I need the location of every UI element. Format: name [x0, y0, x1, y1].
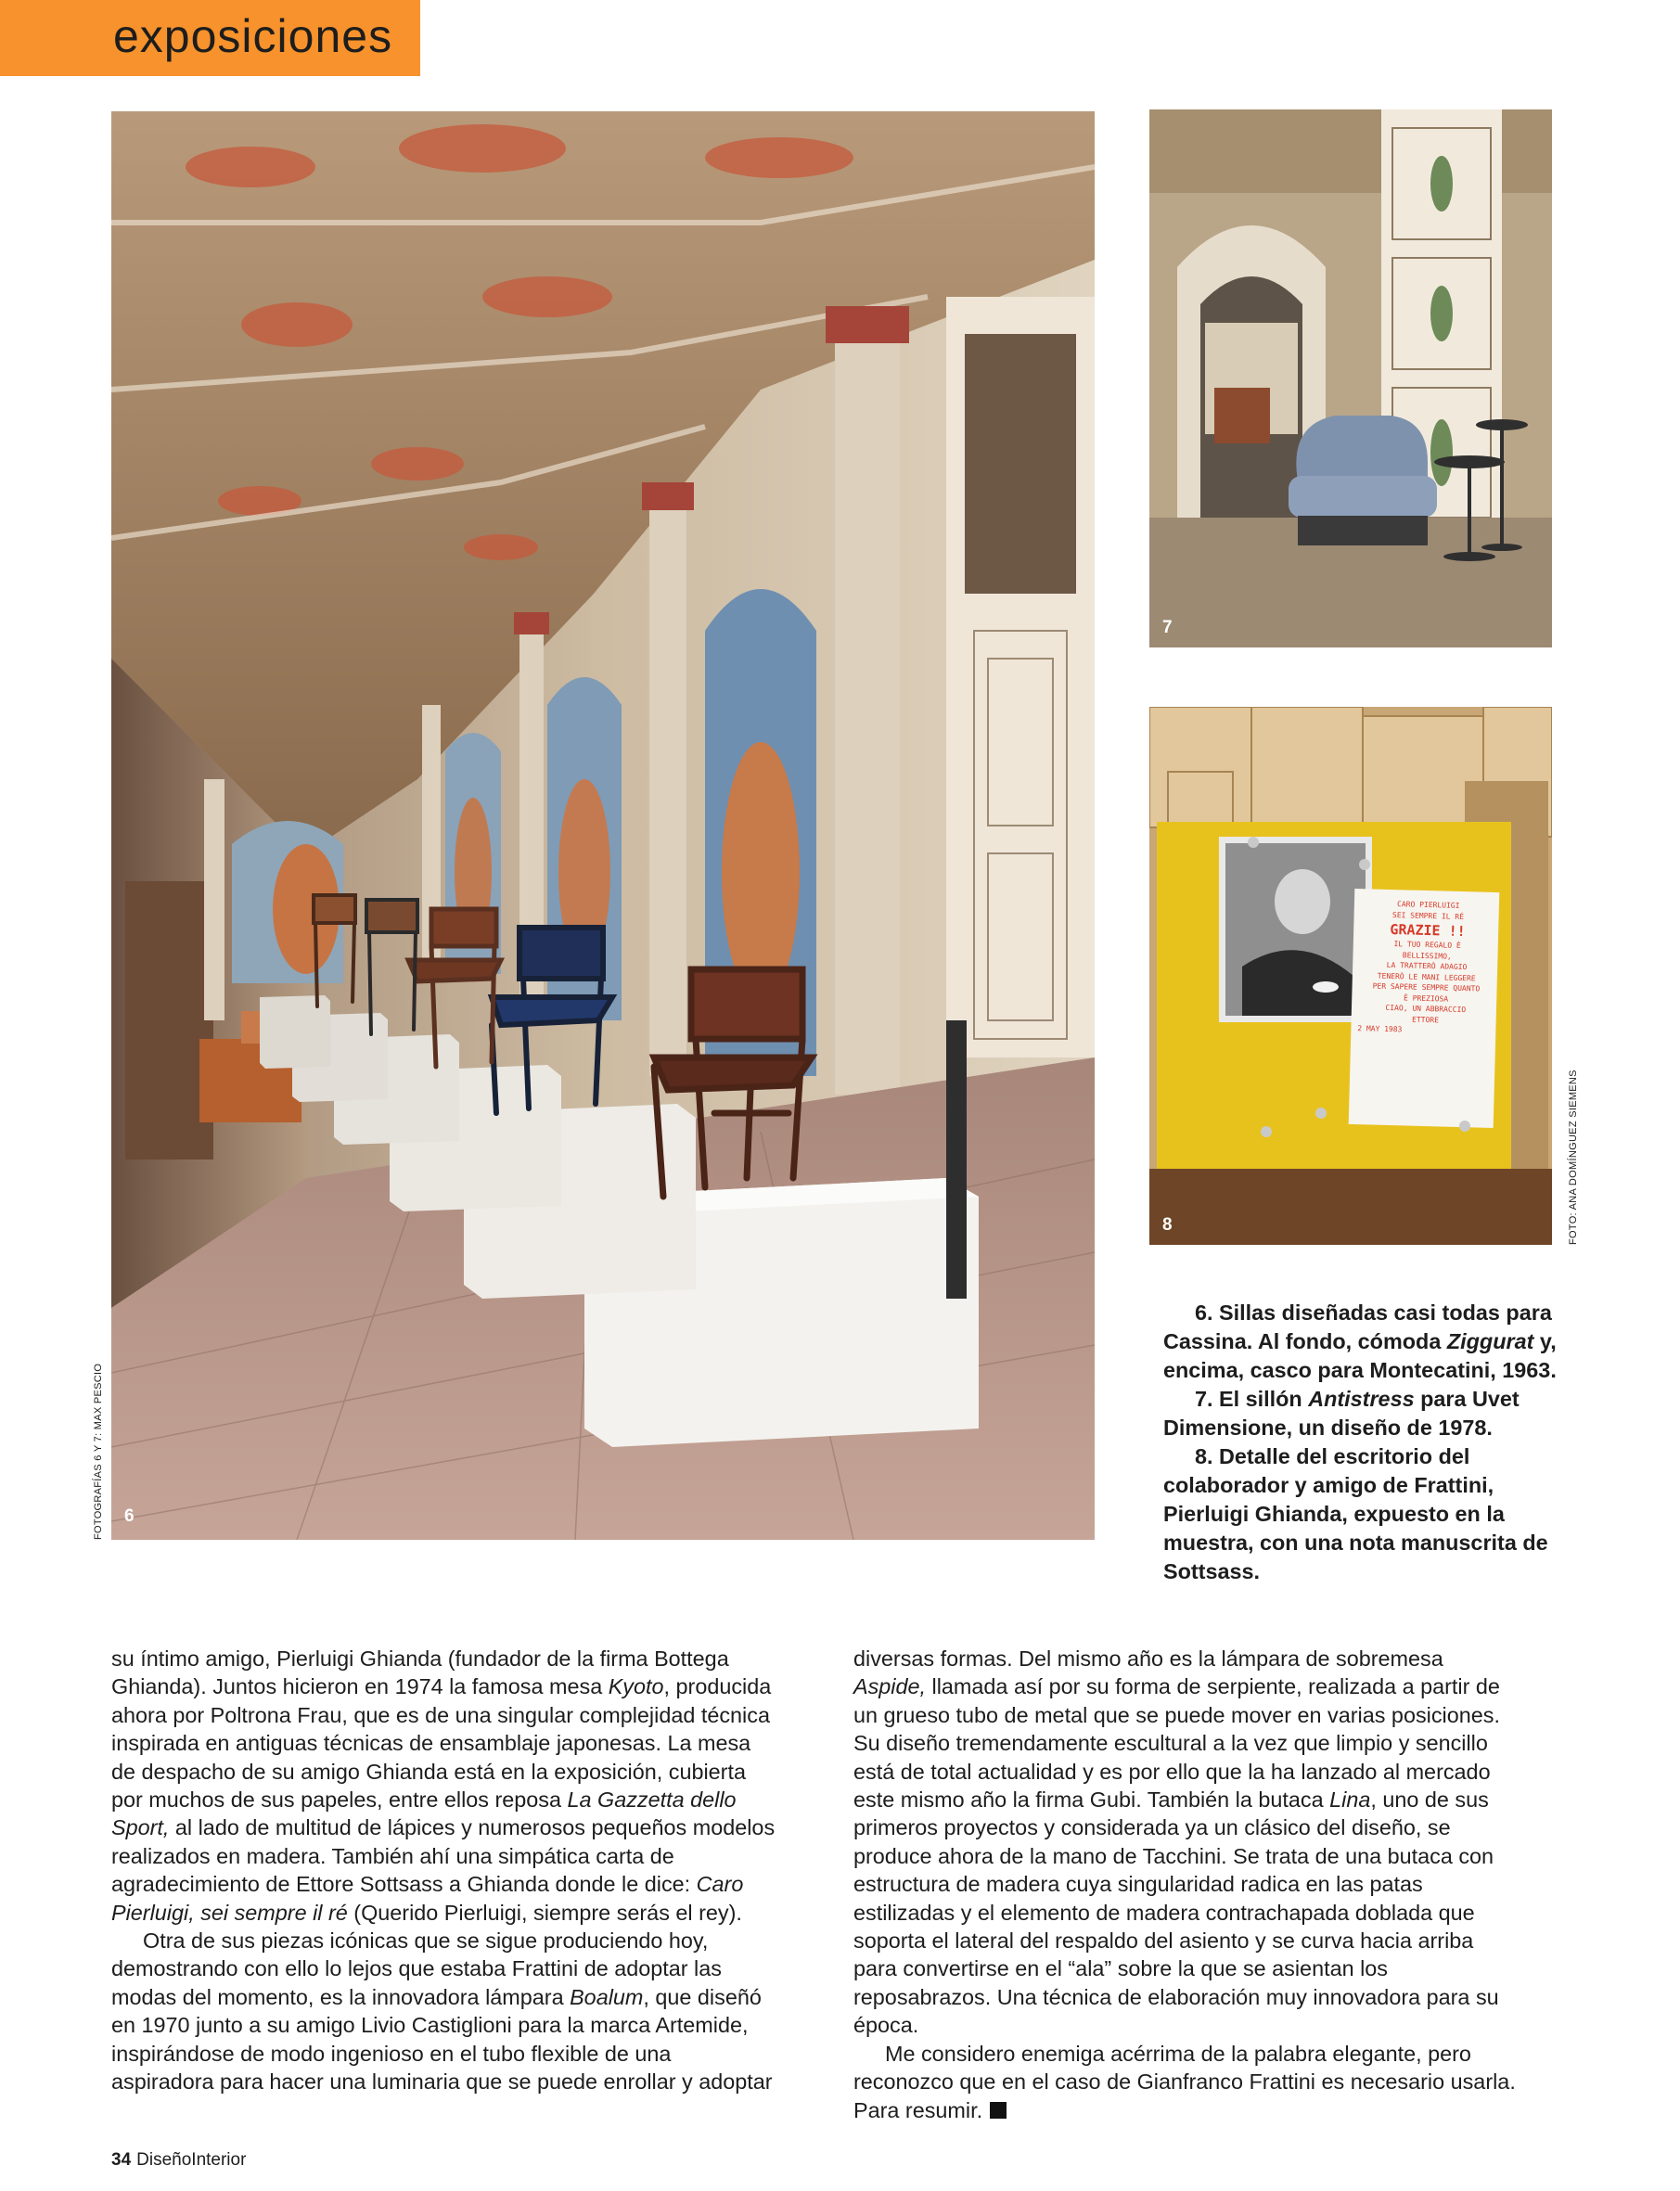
note-line: GRAZIE !! — [1390, 920, 1466, 941]
photo-number-7: 7 — [1162, 618, 1173, 637]
text-run: 8. Detalle del escritorio del colaborador y amigo de Frattini, Pierluigi Ghianda, expuesto en la muestra, con una nota manuscrita de Sottsass. — [1163, 1444, 1548, 1583]
photo-number-6: 6 — [124, 1506, 135, 1526]
photo-gallery-chairs — [111, 111, 1095, 1540]
gallery-chairs-image — [111, 111, 1095, 1540]
italic-text: La Gazzetta dello Sport, — [111, 1787, 737, 1840]
paragraph — [1163, 1442, 1571, 1586]
note-line: LA TRATTERÒ ADAGIO — [1386, 960, 1468, 972]
note-line: ETTORE — [1411, 1015, 1440, 1024]
text-run: para Uvet Dimensione, un diseño de 1978. — [1163, 1387, 1520, 1440]
note-line: BELLISSIMO, — [1402, 950, 1452, 961]
italic-text: Aspide, — [853, 1674, 927, 1699]
italic-text: Kyoto — [608, 1674, 664, 1699]
page-footer — [111, 2150, 246, 2171]
armchair-image — [1149, 109, 1552, 647]
photo-number-8: 8 — [1162, 1215, 1173, 1235]
paragraph — [853, 2040, 1520, 2124]
text-run: llamada así por su forma de serpiente, realizada a partir de un grueso tubo de metal que se puede mover en varias posiciones. Su diseño tremendamente escultural a la vez que limpio y sencillo está de total actualidad y es por ello que la ha lanzado al mercado este mismo año la firma Gubi. También la butaca — [853, 1674, 1500, 1813]
note-line: SEI SEMPRE IL RÉ — [1391, 910, 1465, 921]
note-line: TENERÒ LE MANI LEGGERE — [1377, 971, 1476, 982]
paragraph — [853, 1645, 1520, 2040]
text-run: Otra de sus piezas icónicas que se sigue produciendo hoy, demostrando con ello lo lejos que estaba Frattini de adoptar las modas del momento, es la innovadora lámpara — [111, 1928, 722, 2009]
note-line: CARO PIERLUIGI — [1396, 900, 1460, 910]
text-run: Me considero enemiga acérrima de la palabra elegante, pero reconozco que en el caso de Gianfranco Frattini es necesario usarla. Para resumir. — [853, 2041, 1516, 2122]
end-of-article-mark — [990, 2102, 1007, 2119]
photo-desk-note — [1149, 707, 1552, 1245]
body-column-left — [111, 1645, 777, 2096]
note-line: È PREZIOSA — [1403, 993, 1449, 1004]
photo-credit-6-7: FOTOGRAFÍAS 6 Y 7: MAX PESCIO — [93, 1363, 104, 1540]
paragraph — [111, 1927, 777, 2095]
text-run: (Querido Pierluigi, siempre serás el rey). — [347, 1900, 742, 1925]
text-run: 6. Sillas diseñadas casi todas para Cassina. Al fondo, cómoda — [1163, 1301, 1552, 1353]
paragraph — [111, 1645, 777, 1927]
italic-text: Boalum — [570, 1984, 644, 2009]
paragraph — [1163, 1299, 1571, 1385]
body-column-right — [853, 1645, 1520, 2124]
note-line: 2 MAY 1983 — [1357, 1024, 1403, 1034]
photo-armchair — [1149, 109, 1552, 647]
text-run: , que diseñó en 1970 junto a su amigo Livio Castiglioni para la marca Artemide, inspirándose de modo ingenioso en el tubo flexible de una aspiradora para hacer una luminaria que se puede enrollar y adoptar — [111, 1984, 773, 2095]
magazine-name: DiseñoInterior — [136, 2150, 247, 2170]
photo-credit-8: FOTO: ANA DOMÍNGUEZ SIEMENS — [1568, 1070, 1579, 1245]
paragraph — [1163, 1385, 1571, 1442]
italic-text: Lina — [1329, 1787, 1371, 1813]
italic-text: Caro Pierluigi, sei sempre il ré — [111, 1872, 744, 1925]
handwritten-note-text — [1357, 898, 1496, 1037]
text-run: y, encima, casco para Montecatini, 1963. — [1163, 1329, 1557, 1382]
text-run: , producida ahora por Poltrona Frau, que es de una singular complejidad técnica inspirada en antiguas técnicas de ensamblaje japonesas. La mesa de despacho de su amigo Ghianda está en la exposición, cubierta por muchos de sus papeles, entre ellos reposa — [111, 1674, 772, 1813]
text-run: , uno de sus primeros proyectos y considerada ya un clásico del diseño, se produce ahora de la mano de Tacchini. Se trata de una butaca con estructura de madera cuya singularidad radica en las patas estilizadas y el elemento de madera contrachapada doblada que soporta el lateral del respaldo del asiento y se curva hacia arriba para convertirse en el “ala” sobre la que se asientan los reposabrazos. Una técnica de elaboración muy innovadora para su época. — [853, 1787, 1499, 2038]
page-number: 34 — [111, 2150, 132, 2170]
text-run: al lado de multitud de lápices y numerosos pequeños modelos realizados en madera. También ahí una simpática carta de agradecimiento de Ettore Sottsass a Ghianda donde le dice: — [111, 1815, 776, 1897]
text-run: diversas formas. Del mismo año es la lámpara de sobremesa — [853, 1646, 1443, 1671]
note-line: CIAO, UN ABBRACCIO — [1385, 1003, 1467, 1015]
italic-text: Antistress — [1308, 1387, 1415, 1411]
note-line: PER SAPERE SEMPRE QUANTO — [1372, 981, 1481, 993]
italic-text: Ziggurat — [1446, 1329, 1534, 1353]
text-run: 7. El sillón — [1195, 1387, 1309, 1411]
text-run: su íntimo amigo, Pierluigi Ghianda (fundador de la firma Bottega Ghianda). Juntos hicieron en 1974 la famosa mesa — [111, 1646, 729, 1699]
note-line: IL TUO REGALO È — [1393, 940, 1461, 950]
section-label: exposiciones — [113, 10, 393, 62]
photo-caption — [1163, 1299, 1571, 1586]
section-tab — [0, 0, 420, 76]
